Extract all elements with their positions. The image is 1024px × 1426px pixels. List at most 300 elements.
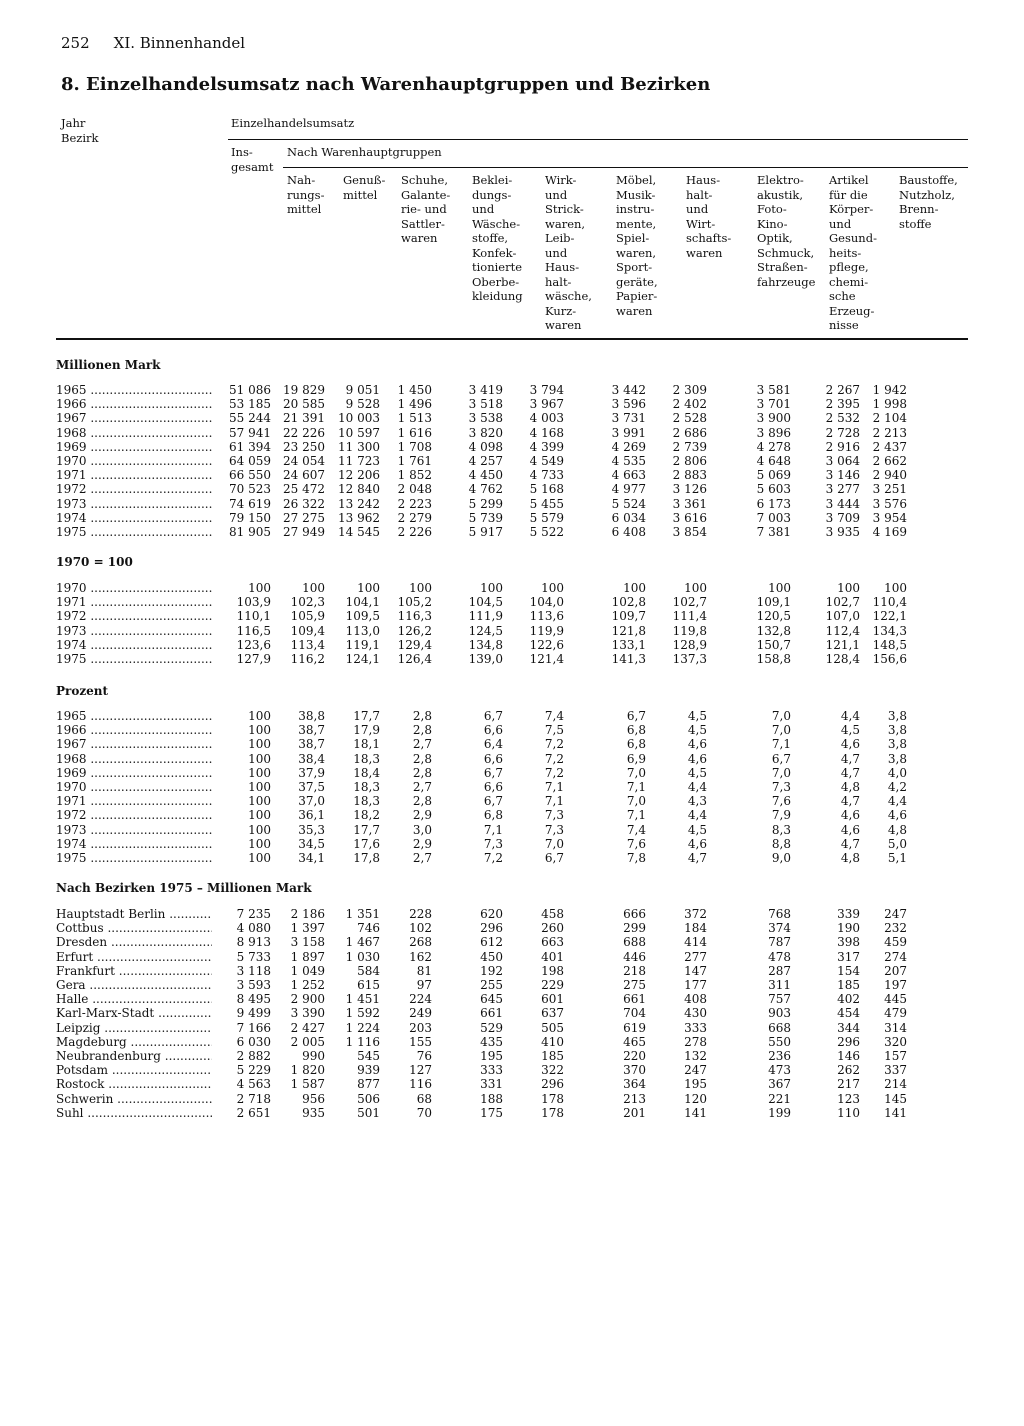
row-label: 1973 ..... <box>56 497 212 511</box>
table-cell: 7 003 <box>756 510 791 525</box>
table-cell: 5 522 <box>529 525 564 539</box>
table-cell: 122,1 <box>872 609 907 624</box>
table-cell: 155 <box>409 1034 432 1049</box>
table-cell: 121,8 <box>611 623 646 638</box>
table-cell: 100 <box>248 851 271 865</box>
table-row <box>56 454 976 468</box>
table-cell: 198 <box>541 963 564 978</box>
table-cell: 100 <box>248 581 271 595</box>
table-row <box>56 383 976 397</box>
table-cell: 4 399 <box>529 439 564 454</box>
table-cell: 156,6 <box>872 652 907 666</box>
table-cell: 51 086 <box>229 383 271 397</box>
table-cell: 4,7 <box>840 836 860 851</box>
table-cell: 5 917 <box>468 525 503 539</box>
table-cell: 5,1 <box>887 851 907 865</box>
table-cell: 17,6 <box>353 836 380 851</box>
table-cell: 7,3 <box>544 822 564 837</box>
table-cell: 8,3 <box>771 822 791 837</box>
table-cell: 100 <box>248 765 271 780</box>
table-cell: 4 563 <box>236 1077 271 1092</box>
table-cell: 320 <box>884 1034 907 1049</box>
table-cell: 17,7 <box>353 822 380 837</box>
table-cell: 7,6 <box>626 836 646 851</box>
table-cell: 116,2 <box>290 652 325 666</box>
table-cell: 109,4 <box>290 623 325 638</box>
table-cell: 337 <box>884 1063 907 1078</box>
table-cell: 24 054 <box>283 454 325 468</box>
row-label: 1969 ..... <box>56 766 212 780</box>
table-cell: 268 <box>409 935 432 950</box>
table-cell: 4 733 <box>529 468 564 483</box>
table-cell: 5 069 <box>756 468 791 483</box>
table-cell: 220 <box>623 1049 646 1063</box>
table-cell: 5 168 <box>529 482 564 497</box>
table-cell: 146 <box>837 1049 860 1063</box>
table-cell: 3 126 <box>672 482 707 497</box>
row-label: Cottbus ..... <box>56 921 212 935</box>
table-cell: 2 739 <box>672 439 707 454</box>
table-cell: 2 528 <box>672 411 707 426</box>
table-row <box>56 1035 976 1049</box>
table-cell: 5 229 <box>236 1063 271 1078</box>
table-cell: 154 <box>837 963 860 978</box>
table-cell: 100 <box>837 581 860 595</box>
table-cell: 4,7 <box>840 794 860 809</box>
table-cell: 4 080 <box>236 921 271 936</box>
table-cell: 1 467 <box>345 935 380 950</box>
table-cell: 213 <box>623 1091 646 1106</box>
row-label: 1974 ..... <box>56 638 212 652</box>
table-cell: 374 <box>768 921 791 936</box>
column-header: Beklei- dungs- und Wäsche- stoffe, Konfek- tionierte Oberbe- kleidung <box>472 173 523 303</box>
table-cell: 81 905 <box>229 525 271 539</box>
table-cell: 3 616 <box>672 510 707 525</box>
table-cell: 746 <box>357 921 380 936</box>
table-cell: 18,3 <box>353 780 380 794</box>
table-row <box>56 737 976 751</box>
table-row <box>56 935 976 949</box>
table-cell: 21 391 <box>283 411 325 426</box>
table-cell: 7,0 <box>771 723 791 738</box>
table-cell: 4,7 <box>840 751 860 766</box>
table-cell: 38,7 <box>298 737 325 752</box>
table-cell: 133,1 <box>611 637 646 652</box>
table-cell: 2 940 <box>872 468 907 483</box>
table-cell: 2 186 <box>290 907 325 921</box>
table-cell: 3 390 <box>290 1006 325 1021</box>
table-cell: 214 <box>884 1077 907 1092</box>
table-cell: 2 532 <box>825 411 860 426</box>
table-cell: 217 <box>837 1077 860 1092</box>
table-cell: 103,9 <box>236 595 271 610</box>
table-cell: 221 <box>768 1091 791 1106</box>
table-cell: 2 005 <box>290 1034 325 1049</box>
table-cell: 18,1 <box>353 737 380 752</box>
table-cell: 3 146 <box>825 468 860 483</box>
subgroup-header: Nach Warenhauptgruppen <box>287 145 442 159</box>
table-cell: 450 <box>480 949 503 964</box>
table-cell: 3,8 <box>887 751 907 766</box>
table-cell: 8 913 <box>236 935 271 950</box>
table-cell: 3 709 <box>825 510 860 525</box>
table-cell: 479 <box>884 1006 907 1021</box>
table-cell: 105,2 <box>397 595 432 610</box>
table-cell: 236 <box>768 1049 791 1063</box>
table-cell: 3 820 <box>468 425 503 440</box>
table-cell: 317 <box>837 949 860 964</box>
table-cell: 113,6 <box>529 609 564 624</box>
table-cell: 107,0 <box>825 609 860 624</box>
table-cell: 26 322 <box>283 496 325 511</box>
table-cell: 2 213 <box>872 425 907 440</box>
table-cell: 1 852 <box>397 468 432 483</box>
table-row <box>56 907 976 921</box>
column-header: Haus- halt- und Wirt- schafts- waren <box>686 173 732 260</box>
table-cell: 100 <box>884 581 907 595</box>
table-cell: 224 <box>409 992 432 1007</box>
table-cell: 935 <box>302 1105 325 1120</box>
table-cell: 5 739 <box>468 510 503 525</box>
section-title: Prozent <box>56 684 109 698</box>
table-cell: 458 <box>541 907 564 921</box>
table-cell: 120,5 <box>756 609 791 624</box>
table-cell: 2 900 <box>290 992 325 1007</box>
table-cell: 122,6 <box>529 637 564 652</box>
table-cell: 6,7 <box>483 794 503 809</box>
table-cell: 4 169 <box>872 525 907 539</box>
table-cell: 275 <box>623 978 646 992</box>
table-cell: 408 <box>684 992 707 1007</box>
table-row <box>56 752 976 766</box>
row-label: 1967 ..... <box>56 411 212 425</box>
table-cell: 100 <box>248 836 271 851</box>
table-cell: 550 <box>768 1034 791 1049</box>
table-cell: 22 226 <box>283 425 325 440</box>
table-row <box>56 1106 976 1120</box>
table-cell: 13 242 <box>338 496 380 511</box>
table-cell: 4 663 <box>611 468 646 483</box>
table-cell: 877 <box>357 1077 380 1092</box>
table-cell: 5 524 <box>611 496 646 511</box>
table-cell: 247 <box>884 907 907 921</box>
row-label: Hauptstadt Berlin ..... <box>56 907 212 921</box>
table-cell: 79 150 <box>229 510 271 525</box>
table-cell: 4 278 <box>756 439 791 454</box>
table-cell: 990 <box>302 1049 325 1063</box>
table-cell: 1 451 <box>345 992 380 1007</box>
table-cell: 668 <box>768 1020 791 1035</box>
table-cell: 110 <box>837 1105 860 1120</box>
table-cell: 7 235 <box>236 907 271 921</box>
table-cell: 249 <box>409 1006 432 1021</box>
table-cell: 13 962 <box>338 510 380 525</box>
table-cell: 247 <box>684 1063 707 1078</box>
table-cell: 277 <box>684 949 707 964</box>
table-cell: 2 916 <box>825 439 860 454</box>
table-cell: 3 900 <box>756 411 791 426</box>
table-cell: 7 381 <box>756 525 791 539</box>
table-cell: 110,4 <box>872 595 907 610</box>
table-row <box>56 525 976 539</box>
table-cell: 3 954 <box>872 510 907 525</box>
table-cell: 435 <box>480 1034 503 1049</box>
table-cell: 1 942 <box>872 383 907 397</box>
table-cell: 1 496 <box>397 397 432 412</box>
table-cell: 100 <box>248 822 271 837</box>
table-cell: 2 651 <box>236 1105 271 1120</box>
table-row <box>56 609 976 623</box>
table-cell: 3 538 <box>468 411 503 426</box>
group-header: Einzelhandelsumsatz <box>231 116 355 130</box>
table-cell: 74 619 <box>229 496 271 511</box>
table-cell: 322 <box>541 1063 564 1078</box>
table-cell: 5 299 <box>468 496 503 511</box>
table-cell: 102 <box>409 921 432 936</box>
table-cell: 4,6 <box>840 737 860 752</box>
table-cell: 1 252 <box>290 978 325 992</box>
table-cell: 38,8 <box>298 709 325 723</box>
table-cell: 9 528 <box>345 397 380 412</box>
table-cell: 1 351 <box>345 907 380 921</box>
row-label: 1972 ..... <box>56 808 212 822</box>
row-label: 1969 ..... <box>56 440 212 454</box>
row-label: Erfurt ..... <box>56 950 212 964</box>
table-cell: 127 <box>409 1063 432 1078</box>
table-cell: 6,6 <box>483 751 503 766</box>
table-cell: 3 701 <box>756 397 791 412</box>
table-cell: 4,6 <box>687 737 707 752</box>
table-cell: 111,9 <box>468 609 503 624</box>
table-cell: 311 <box>768 978 791 992</box>
table-cell: 228 <box>409 907 432 921</box>
table-cell: 104,1 <box>345 595 380 610</box>
table-cell: 4 168 <box>529 425 564 440</box>
table-cell: 1 397 <box>290 921 325 936</box>
table-cell: 1 592 <box>345 1006 380 1021</box>
table-cell: 185 <box>541 1049 564 1063</box>
table-cell: 17,9 <box>353 723 380 738</box>
table-cell: 7,4 <box>626 822 646 837</box>
table-cell: 459 <box>884 935 907 950</box>
table-cell: 2 806 <box>672 454 707 468</box>
table-cell: 6,7 <box>483 765 503 780</box>
table-cell: 1 998 <box>872 397 907 412</box>
table-cell: 4,8 <box>840 780 860 794</box>
table-title: 8. Einzelhandelsumsatz nach Warenhauptgruppen und Bezirken <box>61 74 711 95</box>
table-cell: 5,0 <box>887 836 907 851</box>
table-cell: 473 <box>768 1063 791 1078</box>
table-cell: 18,2 <box>353 808 380 823</box>
table-cell: 3 731 <box>611 411 646 426</box>
table-cell: 100 <box>302 581 325 595</box>
table-cell: 100 <box>248 737 271 752</box>
table-cell: 64 059 <box>229 454 271 468</box>
table-cell: 100 <box>248 723 271 738</box>
table-cell: 3 118 <box>236 963 271 978</box>
table-cell: 141,3 <box>611 652 646 666</box>
table-cell: 6,6 <box>483 723 503 738</box>
table-cell: 4,8 <box>840 851 860 865</box>
table-cell: 53 185 <box>229 397 271 412</box>
table-cell: 38,7 <box>298 723 325 738</box>
table-row <box>56 837 976 851</box>
table-cell: 112,4 <box>825 623 860 638</box>
row-label: Karl-Marx-Stadt ..... <box>56 1006 212 1020</box>
row-label: 1970 ..... <box>56 581 212 595</box>
table-cell: 4,4 <box>687 780 707 794</box>
section-title: Millionen Mark <box>56 358 161 372</box>
table-cell: 11 300 <box>338 439 380 454</box>
table-cell: 584 <box>357 963 380 978</box>
table-cell: 3 064 <box>825 454 860 468</box>
stub-header: Jahr Bezirk <box>61 116 99 145</box>
table-cell: 661 <box>623 992 646 1007</box>
header-bottom-rule <box>56 338 968 340</box>
table-cell: 401 <box>541 949 564 964</box>
table-cell: 109,5 <box>345 609 380 624</box>
row-label: Gera ..... <box>56 978 212 992</box>
table-cell: 97 <box>416 978 432 992</box>
table-cell: 18,3 <box>353 751 380 766</box>
table-cell: 7 166 <box>236 1020 271 1035</box>
table-cell: 6,7 <box>771 751 791 766</box>
table-cell: 3 896 <box>756 425 791 440</box>
table-cell: 129,4 <box>397 637 432 652</box>
table-cell: 178 <box>541 1105 564 1120</box>
table-cell: 195 <box>684 1077 707 1092</box>
table-row <box>56 426 976 440</box>
table-cell: 6,9 <box>626 751 646 766</box>
table-cell: 34,1 <box>298 851 325 865</box>
table-cell: 414 <box>684 935 707 950</box>
table-cell: 7,2 <box>544 751 564 766</box>
row-label: 1968 ..... <box>56 752 212 766</box>
row-label: 1970 ..... <box>56 454 212 468</box>
table-cell: 105,9 <box>290 609 325 624</box>
table-cell: 158,8 <box>756 652 791 666</box>
table-cell: 612 <box>480 935 503 950</box>
table-cell: 2 309 <box>672 383 707 397</box>
table-row <box>56 511 976 525</box>
table-cell: 339 <box>837 907 860 921</box>
table-cell: 177 <box>684 978 707 992</box>
table-cell: 1 616 <box>397 425 432 440</box>
table-row <box>56 1063 976 1077</box>
table-cell: 688 <box>623 935 646 950</box>
table-cell: 465 <box>623 1034 646 1049</box>
table-cell: 126,2 <box>397 623 432 638</box>
table-cell: 4,7 <box>687 851 707 865</box>
table-cell: 123 <box>837 1091 860 1106</box>
row-label: Halle ..... <box>56 992 212 1006</box>
table-cell: 203 <box>409 1020 432 1035</box>
table-cell: 17,8 <box>353 851 380 865</box>
table-cell: 100 <box>409 581 432 595</box>
table-cell: 113,4 <box>290 637 325 652</box>
table-cell: 100 <box>248 751 271 766</box>
table-row <box>56 823 976 837</box>
table-cell: 1 224 <box>345 1020 380 1035</box>
table-cell: 9 499 <box>236 1006 271 1021</box>
table-cell: 4,7 <box>840 765 860 780</box>
table-cell: 18,4 <box>353 765 380 780</box>
table-cell: 23 250 <box>283 439 325 454</box>
table-cell: 529 <box>480 1020 503 1035</box>
table-cell: 7,1 <box>626 808 646 823</box>
table-cell: 134,3 <box>872 623 907 638</box>
table-cell: 119,9 <box>529 623 564 638</box>
table-cell: 3 854 <box>672 525 707 539</box>
row-label: Magdeburg ..... <box>56 1035 212 1049</box>
table-cell: 260 <box>541 921 564 936</box>
table-cell: 148,5 <box>872 637 907 652</box>
table-cell: 2,7 <box>412 737 432 752</box>
table-cell: 2,8 <box>412 723 432 738</box>
table-cell: 37,9 <box>298 765 325 780</box>
table-cell: 296 <box>480 921 503 936</box>
table-cell: 57 941 <box>229 425 271 440</box>
table-cell: 445 <box>884 992 907 1007</box>
table-cell: 100 <box>248 808 271 823</box>
table-cell: 4,6 <box>687 751 707 766</box>
table-cell: 7,0 <box>544 836 564 851</box>
table-cell: 2 226 <box>397 525 432 539</box>
row-label: Frankfurt ..... <box>56 964 212 978</box>
table-cell: 430 <box>684 1006 707 1021</box>
row-label: 1970 ..... <box>56 780 212 794</box>
row-label: 1971 ..... <box>56 794 212 808</box>
table-cell: 145 <box>884 1091 907 1106</box>
table-cell: 76 <box>416 1049 432 1063</box>
table-cell: 615 <box>357 978 380 992</box>
table-cell: 123,6 <box>236 637 271 652</box>
table-cell: 4,5 <box>687 822 707 837</box>
table-cell: 296 <box>541 1077 564 1092</box>
table-cell: 3 794 <box>529 383 564 397</box>
table-row <box>56 652 976 666</box>
table-cell: 5 579 <box>529 510 564 525</box>
table-cell: 2 883 <box>672 468 707 483</box>
table-cell: 9,0 <box>771 851 791 865</box>
section-title: Nach Bezirken 1975 – Millionen Mark <box>56 881 312 895</box>
table-cell: 601 <box>541 992 564 1007</box>
table-cell: 4,6 <box>887 808 907 823</box>
table-cell: 398 <box>837 935 860 950</box>
row-label: 1973 ..... <box>56 823 212 837</box>
page-header <box>61 34 245 52</box>
table-cell: 2,9 <box>412 808 432 823</box>
table-cell: 3,0 <box>412 822 432 837</box>
table-cell: 17,7 <box>353 709 380 723</box>
table-cell: 3 576 <box>872 496 907 511</box>
table-cell: 7,1 <box>771 737 791 752</box>
table-cell: 192 <box>480 963 503 978</box>
table-cell: 100 <box>768 581 791 595</box>
table-cell: 197 <box>884 978 907 992</box>
row-label: 1966 ..... <box>56 397 212 411</box>
table-cell: 100 <box>480 581 503 595</box>
table-cell: 2,8 <box>412 765 432 780</box>
table-cell: 19 829 <box>283 383 325 397</box>
table-cell: 157 <box>884 1049 907 1063</box>
table-cell: 4 257 <box>468 454 503 468</box>
row-label: 1967 ..... <box>56 737 212 751</box>
table-cell: 110,1 <box>236 609 271 624</box>
table-cell: 185 <box>837 978 860 992</box>
table-cell: 506 <box>357 1091 380 1106</box>
table-cell: 2,9 <box>412 836 432 851</box>
